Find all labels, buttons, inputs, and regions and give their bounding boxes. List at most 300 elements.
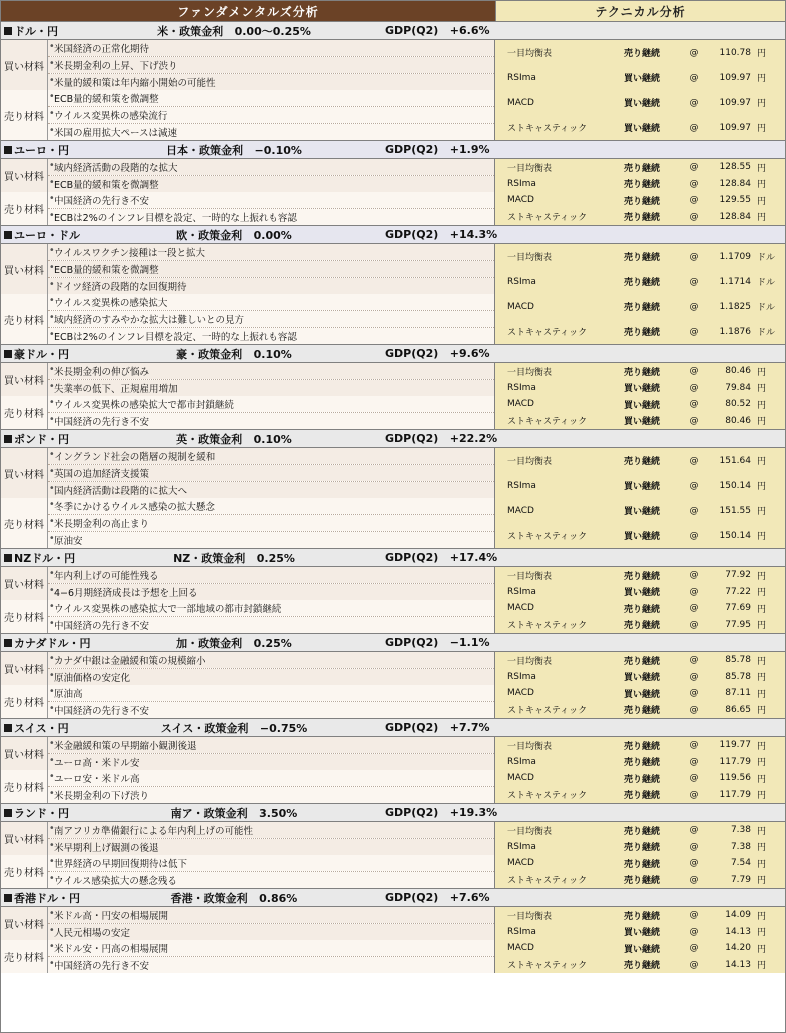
table-row <box>495 363 785 380</box>
indicator-value: 77.92 <box>725 570 751 581</box>
indicator-unit: 円 <box>757 944 767 955</box>
technical-cell <box>495 159 785 225</box>
sell-label: 売り材料 <box>1 770 48 803</box>
pair-name <box>1 23 109 39</box>
table-row <box>495 115 785 140</box>
indicator-unit: 円 <box>757 74 767 84</box>
indicator-unit: 円 <box>757 673 767 684</box>
table-row <box>1 839 494 856</box>
policy-rate <box>109 227 359 243</box>
indicator-unit: ドル <box>757 328 776 338</box>
table-row <box>1 822 494 839</box>
table-row <box>495 269 785 294</box>
policy-rate <box>109 346 359 362</box>
indicator-name: ストキャスティック <box>507 961 588 972</box>
technical-table <box>495 448 785 548</box>
table-row <box>1 855 494 872</box>
at-symbol: @ <box>689 756 699 767</box>
pair-header <box>1 549 785 567</box>
pair-body <box>1 907 785 973</box>
at-symbol: @ <box>689 505 699 516</box>
indicator-unit: 円 <box>757 532 767 542</box>
table-row <box>495 787 785 804</box>
policy-rate <box>109 142 359 158</box>
at-symbol: @ <box>689 399 699 410</box>
indicator-name: 一目均衡表 <box>507 911 553 922</box>
buy-item: • 米早期利上げ観測の後退 <box>48 839 495 856</box>
indicator-name: MACD <box>507 858 534 869</box>
technical-table <box>495 652 785 718</box>
technical-header: テクニカル分析 <box>495 1 785 21</box>
pair-name-label: ユーロ・円 <box>14 143 69 157</box>
at-symbol: @ <box>689 841 699 852</box>
fundamentals-cell <box>1 363 495 429</box>
sell-label: 売り材料 <box>1 396 48 429</box>
indicator-value: 87.11 <box>725 688 751 699</box>
policy-rate <box>109 431 359 447</box>
table-row <box>495 702 785 719</box>
indicator-signal: 売り継続 <box>623 303 660 313</box>
table-row <box>1 40 494 57</box>
sell-item: • ウイルス変異株の感染拡大で一部地域の都市封鎖継続 <box>48 600 495 617</box>
buy-item: • 年内利上げの可能性残る <box>48 567 495 584</box>
gdp-label: GDP(Q2) <box>385 24 439 37</box>
gdp <box>359 551 785 564</box>
gdp-label: GDP(Q2) <box>385 891 439 904</box>
indicator-value: 80.46 <box>725 366 751 377</box>
indicator-name: MACD <box>507 688 534 699</box>
indicator-signal: 買い継続 <box>623 124 660 134</box>
technical-cell <box>495 652 785 718</box>
indicator-signal: 売り継続 <box>623 859 660 870</box>
at-symbol: @ <box>689 276 699 287</box>
indicator-name: RSIma <box>507 178 536 189</box>
sell-item: • 原油高 <box>48 685 495 702</box>
indicator-unit: ドル <box>757 303 776 313</box>
indicator-signal: 売り継続 <box>623 741 660 752</box>
table-row <box>495 413 785 430</box>
table-row <box>495 737 785 754</box>
pair-block <box>1 803 785 888</box>
indicator-signal: 売り継続 <box>623 656 660 667</box>
sell-item: • 域内経済のすみやかな拡大は難しいとの見方 <box>48 311 495 328</box>
indicator-unit: 円 <box>757 99 767 109</box>
indicator-signal: 買い継続 <box>623 400 660 411</box>
indicator-signal: 売り継続 <box>623 621 660 632</box>
sell-item: • 中国経済の先行き不安 <box>48 702 495 719</box>
indicator-value: 79.84 <box>725 382 751 393</box>
indicator-name: MACD <box>507 399 534 410</box>
bullet-square-icon <box>4 639 12 647</box>
indicator-value: 128.84 <box>719 211 751 222</box>
table-row <box>495 209 785 226</box>
sell-item: • 中国経済の先行き不安 <box>48 192 495 209</box>
buy-item: • 英国の追加経済支援策 <box>48 465 495 482</box>
table-row <box>495 617 785 634</box>
table-row <box>495 669 785 686</box>
indicator-unit: 円 <box>757 49 767 59</box>
at-symbol: @ <box>689 874 699 885</box>
table-row <box>495 523 785 548</box>
table-row <box>495 380 785 397</box>
pair-body <box>1 448 785 548</box>
technical-table <box>495 737 785 803</box>
indicator-value: 1.1709 <box>719 251 751 262</box>
indicator-signal: 売り継続 <box>623 49 660 59</box>
fundamentals-table <box>1 822 494 888</box>
pair-name <box>1 346 109 362</box>
indicator-value: 109.97 <box>719 72 751 83</box>
indicator-signal: 売り継続 <box>623 457 660 467</box>
technical-table <box>495 159 785 225</box>
fundamentals-cell <box>1 448 495 548</box>
gdp-value: +14.3% <box>449 228 498 241</box>
indicator-value: 1.1825 <box>719 301 751 312</box>
at-symbol: @ <box>689 789 699 800</box>
at-symbol: @ <box>689 530 699 541</box>
indicator-name: MACD <box>507 97 534 108</box>
pair-name-label: 豪ドル・円 <box>14 347 69 361</box>
policy-rate-label: 南ア・政策金利 <box>170 806 248 820</box>
sell-label: 売り材料 <box>1 192 48 225</box>
buy-item: • 人民元相場の安定 <box>48 924 495 941</box>
indicator-value: 1.1876 <box>719 326 751 337</box>
policy-rate-value: 0.10% <box>253 347 292 361</box>
sell-item: • ECBは2%のインフレ目標を設定、一時的な上振れも容認 <box>48 209 495 226</box>
fundamentals-table <box>1 907 494 973</box>
at-symbol: @ <box>689 72 699 83</box>
pair-name <box>1 805 109 821</box>
indicator-value: 85.78 <box>725 671 751 682</box>
table-row <box>495 652 785 669</box>
at-symbol: @ <box>689 740 699 751</box>
at-symbol: @ <box>689 959 699 970</box>
table-row <box>1 311 494 328</box>
pairs-container <box>1 21 785 973</box>
indicator-name: ストキャスティック <box>507 124 588 134</box>
indicator-signal: 買い継続 <box>623 99 660 109</box>
indicator-value: 151.55 <box>719 505 751 516</box>
indicator-value: 80.52 <box>725 399 751 410</box>
policy-rate-label: 米・政策金利 <box>157 24 224 38</box>
buy-item: • 米量的緩和策は年内縮小開始の可能性 <box>48 74 495 91</box>
buy-item: • 域内経済活動の段階的な拡大 <box>48 159 495 176</box>
indicator-value: 86.65 <box>725 704 751 715</box>
table-row <box>495 192 785 209</box>
pair-body <box>1 159 785 225</box>
sell-item: • ユーロ安・米ドル高 <box>48 770 495 787</box>
indicator-signal: 売り継続 <box>623 571 660 582</box>
bullet-square-icon <box>4 809 12 817</box>
indicator-unit: 円 <box>757 876 767 887</box>
table-row <box>495 567 785 584</box>
pair-block <box>1 548 785 633</box>
table-row <box>1 482 494 499</box>
indicator-name: MACD <box>507 301 534 312</box>
table-row <box>1 159 494 176</box>
indicator-signal: 買い継続 <box>623 944 660 955</box>
indicator-value: 7.54 <box>730 858 751 869</box>
indicator-unit: 円 <box>757 213 767 224</box>
buy-item: • 原油価格の安定化 <box>48 669 495 686</box>
at-symbol: @ <box>689 603 699 614</box>
gdp <box>359 636 785 649</box>
pair-block <box>1 344 785 429</box>
indicator-value: 129.55 <box>719 195 751 206</box>
table-row <box>1 907 494 924</box>
indicator-value: 109.97 <box>719 122 751 133</box>
policy-rate-label: 英・政策金利 <box>176 432 243 446</box>
policy-rate-value: 0.00〜0.25% <box>234 24 311 38</box>
gdp-label: GDP(Q2) <box>385 347 439 360</box>
technical-table <box>495 40 785 140</box>
buy-label: 買い材料 <box>1 907 48 940</box>
indicator-name: ストキャスティック <box>507 213 588 224</box>
technical-cell <box>495 244 785 344</box>
technical-cell <box>495 363 785 429</box>
table-row <box>1 278 494 295</box>
fundamentals-cell <box>1 907 495 973</box>
at-symbol: @ <box>689 655 699 666</box>
table-row <box>1 737 494 754</box>
indicator-signal: 売り継続 <box>623 213 660 224</box>
indicator-signal: 売り継続 <box>623 774 660 785</box>
indicator-value: 7.79 <box>730 874 751 885</box>
buy-label: 買い材料 <box>1 737 48 770</box>
indicator-signal: 売り継続 <box>623 791 660 802</box>
indicator-name: 一目均衡表 <box>507 253 553 263</box>
sell-item: • 冬季にかけるウイルス感染の拡大懸念 <box>48 498 495 515</box>
indicator-name: ストキャスティック <box>507 621 588 632</box>
indicator-value: 151.64 <box>719 455 751 466</box>
technical-table <box>495 363 785 429</box>
bullet-square-icon <box>4 350 12 358</box>
pair-block <box>1 21 785 140</box>
indicator-name: ストキャスティック <box>507 791 588 802</box>
table-row <box>495 448 785 473</box>
indicator-value: 128.84 <box>719 178 751 189</box>
indicator-value: 85.78 <box>725 655 751 666</box>
indicator-signal: 売り継続 <box>623 253 660 263</box>
technical-cell <box>495 737 785 803</box>
table-row <box>1 380 494 397</box>
at-symbol: @ <box>689 47 699 58</box>
pair-header <box>1 634 785 652</box>
table-row <box>1 584 494 601</box>
sell-item: • 世界経済の早期回復期待は低下 <box>48 855 495 872</box>
pair-block <box>1 718 785 803</box>
fundamentals-header: ファンダメンタルズ分析 <box>1 1 495 21</box>
gdp-value: +22.2% <box>449 432 498 445</box>
indicator-unit: 円 <box>757 843 767 854</box>
indicator-value: 128.55 <box>719 162 751 173</box>
indicator-value: 1.1714 <box>719 276 751 287</box>
buy-item: • 4−6月期経済成長は予想を上回る <box>48 584 495 601</box>
sell-item: • ウイルス変異株の感染拡大で都市封鎖継続 <box>48 396 495 413</box>
indicator-unit: 円 <box>757 774 767 785</box>
at-symbol: @ <box>689 586 699 597</box>
pair-header <box>1 804 785 822</box>
fundamentals-table <box>1 567 494 633</box>
pair-body <box>1 244 785 344</box>
policy-rate-label: 日本・政策金利 <box>166 143 244 157</box>
bullet-square-icon <box>4 27 12 35</box>
indicator-name: 一目均衡表 <box>507 49 553 59</box>
table-row <box>1 669 494 686</box>
table-row <box>1 209 494 226</box>
pair-body <box>1 40 785 140</box>
buy-item: • カナダ中銀は金融緩和策の規模縮小 <box>48 652 495 669</box>
indicator-name: MACD <box>507 195 534 206</box>
indicator-value: 77.69 <box>725 603 751 614</box>
gdp-label: GDP(Q2) <box>385 806 439 819</box>
indicator-name: RSIma <box>507 671 536 682</box>
indicator-value: 119.77 <box>719 740 751 751</box>
sell-label: 売り材料 <box>1 940 48 973</box>
table-row <box>1 515 494 532</box>
indicator-signal: 売り継続 <box>623 706 660 717</box>
buy-label: 買い材料 <box>1 652 48 685</box>
bullet-square-icon <box>4 724 12 732</box>
fundamentals-table <box>1 40 494 140</box>
indicator-signal: 買い継続 <box>623 74 660 84</box>
at-symbol: @ <box>689 926 699 937</box>
at-symbol: @ <box>689 619 699 630</box>
pair-name-label: スイス・円 <box>14 721 69 735</box>
table-row <box>495 473 785 498</box>
table-row <box>495 872 785 889</box>
at-symbol: @ <box>689 688 699 699</box>
table-row <box>1 872 494 889</box>
indicator-name: ストキャスティック <box>507 706 588 717</box>
indicator-unit: 円 <box>757 482 767 492</box>
pair-header <box>1 430 785 448</box>
at-symbol: @ <box>689 178 699 189</box>
sell-item: • 米長期金利の高止まり <box>48 515 495 532</box>
buy-label: 買い材料 <box>1 363 48 396</box>
indicator-unit: 円 <box>757 791 767 802</box>
at-symbol: @ <box>689 195 699 206</box>
table-row <box>495 770 785 787</box>
sell-item: • 米長期金利の下げ渋り <box>48 787 495 804</box>
table-row <box>495 40 785 65</box>
table-row <box>1 702 494 719</box>
indicator-signal: 売り継続 <box>623 328 660 338</box>
indicator-name: ストキャスティック <box>507 876 588 887</box>
technical-table <box>495 907 785 973</box>
at-symbol: @ <box>689 326 699 337</box>
sell-label: 売り材料 <box>1 685 48 718</box>
indicator-signal: 買い継続 <box>623 482 660 492</box>
policy-rate-label: スイス・政策金利 <box>160 721 249 735</box>
gdp-label: GDP(Q2) <box>385 432 439 445</box>
policy-rate-value: 0.25% <box>256 551 295 565</box>
at-symbol: @ <box>689 704 699 715</box>
indicator-unit: ドル <box>757 278 776 288</box>
indicator-unit: 円 <box>757 417 767 428</box>
at-symbol: @ <box>689 211 699 222</box>
at-symbol: @ <box>689 415 699 426</box>
policy-rate <box>109 635 359 651</box>
policy-rate-value: 3.50% <box>259 806 298 820</box>
buy-item: • 米金融緩和策の早期縮小観測後退 <box>48 737 495 754</box>
indicator-signal: 売り継続 <box>623 911 660 922</box>
indicator-signal: 売り継続 <box>623 196 660 207</box>
indicator-value: 150.14 <box>719 530 751 541</box>
at-symbol: @ <box>689 455 699 466</box>
gdp <box>359 432 785 445</box>
indicator-signal: 売り継続 <box>623 843 660 854</box>
at-symbol: @ <box>689 251 699 262</box>
buy-label: 買い材料 <box>1 822 48 855</box>
indicator-unit: 円 <box>757 180 767 191</box>
sell-item: • ウイルス変異株の感染流行 <box>48 107 495 124</box>
indicator-signal: 買い継続 <box>623 588 660 599</box>
buy-label: 買い材料 <box>1 40 48 90</box>
indicator-name: ストキャスティック <box>507 328 588 338</box>
indicator-name: ストキャスティック <box>507 532 588 542</box>
buy-item: • ECB量的緩和策を微調整 <box>48 176 495 193</box>
indicator-unit: ドル <box>757 253 776 263</box>
pair-name <box>1 431 109 447</box>
policy-rate-value: 0.25% <box>253 636 292 650</box>
buy-item: • 米長期金利の上昇、下げ渋り <box>48 57 495 74</box>
table-row <box>1 90 494 107</box>
pair-header <box>1 889 785 907</box>
table-row <box>495 244 785 269</box>
pair-header <box>1 345 785 363</box>
indicator-unit: 円 <box>757 656 767 667</box>
indicator-signal: 買い継続 <box>623 507 660 517</box>
at-symbol: @ <box>689 480 699 491</box>
table-row <box>495 498 785 523</box>
indicator-name: MACD <box>507 773 534 784</box>
indicator-unit: 円 <box>757 588 767 599</box>
fundamentals-cell <box>1 159 495 225</box>
at-symbol: @ <box>689 570 699 581</box>
indicator-value: 117.79 <box>719 789 751 800</box>
gdp-label: GDP(Q2) <box>385 636 439 649</box>
indicator-name: 一目均衡表 <box>507 571 553 582</box>
gdp-label: GDP(Q2) <box>385 721 439 734</box>
technical-cell <box>495 40 785 140</box>
table-row <box>1 770 494 787</box>
at-symbol: @ <box>689 858 699 869</box>
gdp-value: +6.6% <box>449 24 490 37</box>
indicator-signal: 売り継続 <box>623 826 660 837</box>
buy-item: • 米国経済の正常化期待 <box>48 40 495 57</box>
pair-name <box>1 635 109 651</box>
table-row <box>1 498 494 515</box>
table-row <box>495 754 785 771</box>
table-row <box>495 319 785 344</box>
table-row <box>1 652 494 669</box>
table-row <box>1 176 494 193</box>
at-symbol: @ <box>689 943 699 954</box>
sell-item: • ECB量的緩和策を微調整 <box>48 90 495 107</box>
table-row <box>1 363 494 380</box>
table-row <box>1 396 494 413</box>
gdp <box>359 806 785 819</box>
buy-item: • ユーロ高・米ドル安 <box>48 754 495 771</box>
buy-item: • ドイツ経済の段階的な回復期待 <box>48 278 495 295</box>
gdp-label: GDP(Q2) <box>385 228 439 241</box>
gdp <box>359 228 785 241</box>
indicator-value: 119.56 <box>719 773 751 784</box>
indicator-unit: 円 <box>757 384 767 395</box>
indicator-name: 一目均衡表 <box>507 163 553 174</box>
policy-rate <box>109 890 359 906</box>
